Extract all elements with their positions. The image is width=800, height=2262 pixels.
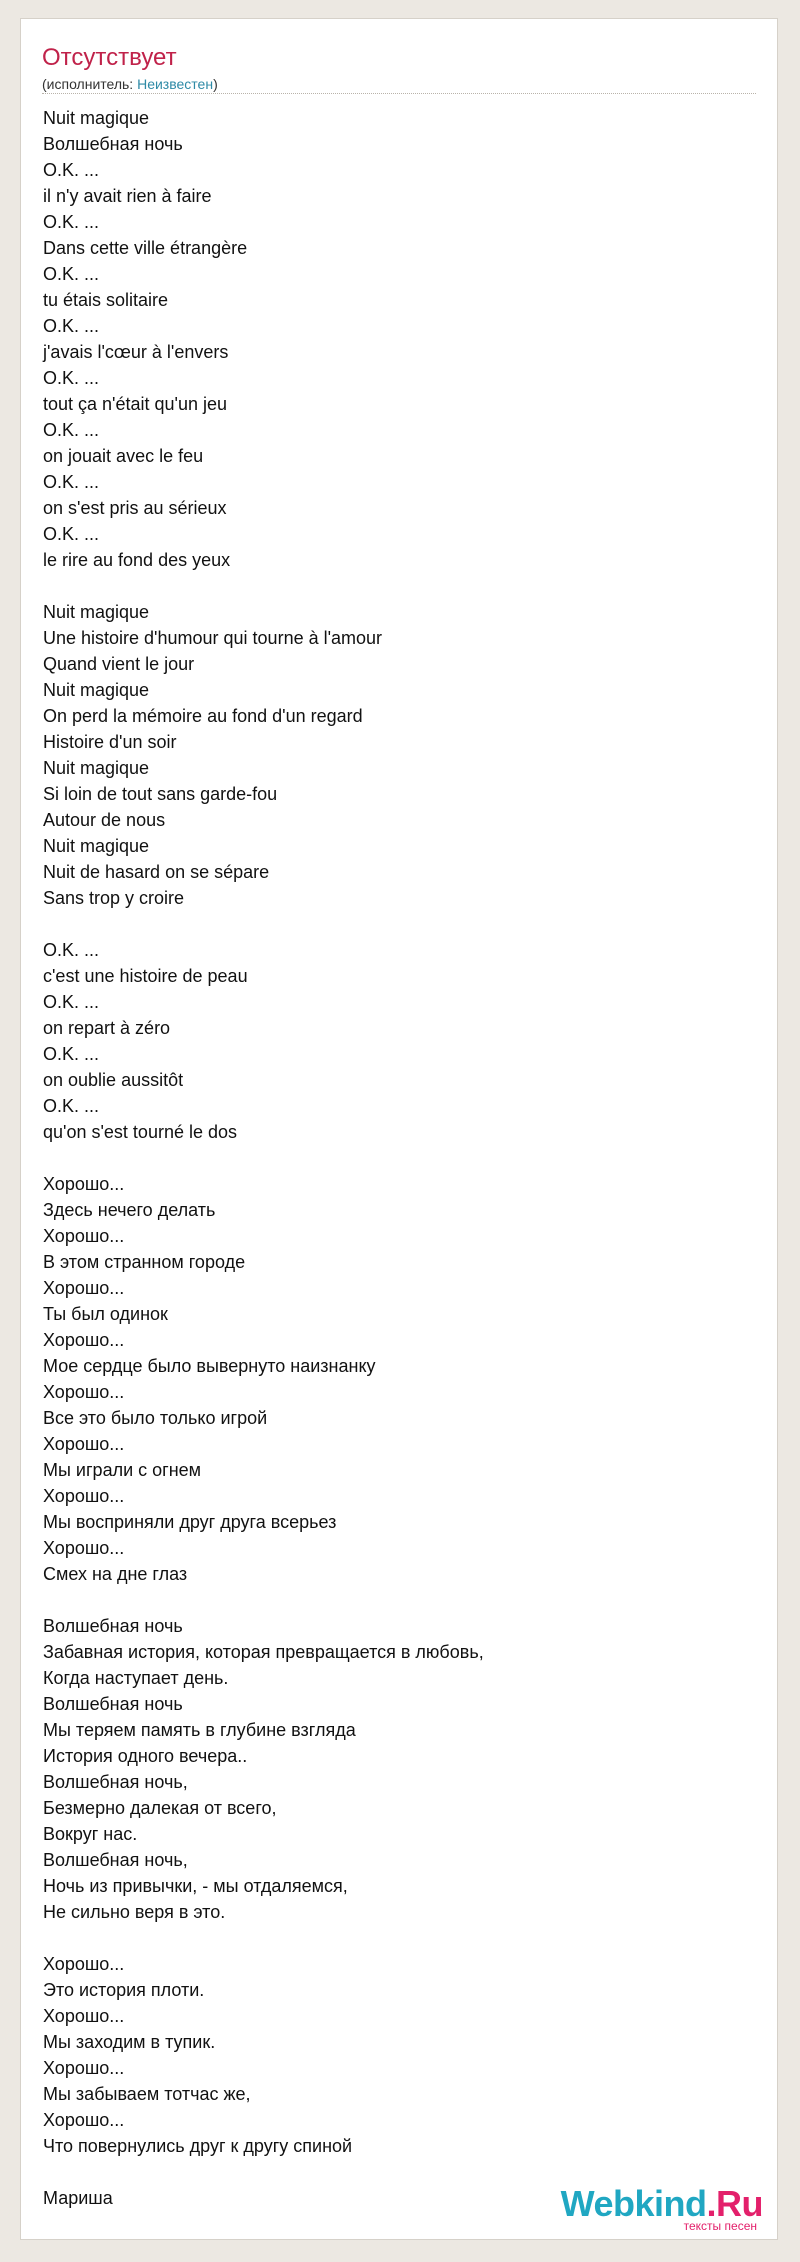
- lyric-line: В этом странном городе: [43, 1252, 246, 1272]
- lyric-line: on jouait avec le feu: [43, 446, 204, 466]
- lyric-line: Что повернулись друг к другу спиной: [43, 2136, 353, 2156]
- lyric-line: O.K. ...: [43, 472, 100, 492]
- lyric-line: Nuit magique: [43, 836, 150, 856]
- lyric-line: tout ça n'était qu'un jeu: [43, 394, 228, 414]
- lyric-line: O.K. ...: [43, 524, 100, 544]
- artist-link[interactable]: Неизвестен: [137, 76, 214, 92]
- lyric-line: Dans cette ville étrangère: [43, 238, 248, 258]
- lyric-line: Une histoire d'humour qui tourne à l'amour: [43, 628, 383, 648]
- lyric-line: Волшебная ночь: [43, 134, 183, 154]
- lyric-line: O.K. ...: [43, 160, 100, 180]
- lyric-line: O.K. ...: [43, 940, 100, 960]
- lyric-line: Мариша: [43, 2188, 113, 2208]
- lyric-line: O.K. ...: [43, 1096, 100, 1116]
- lyric-line: O.K. ...: [43, 212, 100, 232]
- lyric-line: [43, 1587, 763, 1613]
- lyric-line: on oublie aussitôt: [43, 1070, 184, 1090]
- lyric-line: Здесь нечего делать: [43, 1200, 216, 1220]
- lyric-line: Смех на дне глаз: [43, 1564, 188, 1584]
- lyric-line: j'avais l'cœur à l'envers: [43, 342, 229, 362]
- lyric-line: O.K. ...: [43, 992, 100, 1012]
- byline-suffix: ): [213, 76, 218, 92]
- lyric-line: O.K. ...: [43, 264, 100, 284]
- logo-name: Webkind: [560, 2183, 707, 2224]
- lyric-line: Это история плоти.: [43, 1980, 205, 2000]
- lyric-line: Nuit magique: [43, 602, 150, 622]
- lyric-line: Nuit magique: [43, 108, 150, 128]
- lyric-line: Ночь из привычки, - мы отдаляемся,: [43, 1876, 348, 1896]
- lyric-line: qu'on s'est tourné le dos: [43, 1122, 238, 1142]
- lyrics-card: [20, 18, 778, 2240]
- lyric-line: Мы играли с огнем: [43, 1460, 202, 1480]
- lyric-line: Autour de nous: [43, 810, 166, 830]
- lyric-line: Quand vient le jour: [43, 654, 195, 674]
- lyric-line: On perd la mémoire au fond d'un regard: [43, 706, 363, 726]
- lyric-line: O.K. ...: [43, 316, 100, 336]
- lyric-line: Мое сердце было вывернуто наизнанку: [43, 1356, 376, 1376]
- song-title: Отсутствует: [42, 44, 177, 71]
- lyric-line: Хорошо...: [43, 2006, 125, 2026]
- lyric-line: O.K. ...: [43, 368, 100, 388]
- lyric-line: Вокруг нас.: [43, 1824, 138, 1844]
- lyric-line: [43, 2159, 763, 2185]
- lyric-line: Si loin de tout sans garde-fou: [43, 784, 278, 804]
- lyric-line: Волшебная ночь,: [43, 1772, 188, 1792]
- lyric-line: Волшебная ночь: [43, 1616, 183, 1636]
- lyric-line: Волшебная ночь,: [43, 1850, 188, 1870]
- lyric-line: Мы теряем память в глубине взгляда: [43, 1720, 356, 1740]
- lyric-line: Волшебная ночь: [43, 1694, 183, 1714]
- lyric-line: [43, 911, 763, 937]
- lyric-line: Хорошо...: [43, 1954, 125, 1974]
- lyric-line: Хорошо...: [43, 1330, 125, 1350]
- lyric-line: Не сильно веря в это.: [43, 1902, 226, 1922]
- lyric-line: Мы забываем тотчас же,: [43, 2084, 251, 2104]
- lyric-line: Хорошо...: [43, 1278, 125, 1298]
- lyric-line: Хорошо...: [43, 1538, 125, 1558]
- lyric-line: [43, 573, 763, 599]
- lyric-line: on repart à zéro: [43, 1018, 171, 1038]
- lyric-line: Когда наступает день.: [43, 1668, 229, 1688]
- lyric-line: Хорошо...: [43, 1226, 125, 1246]
- lyric-line: c'est une histoire de peau: [43, 966, 248, 986]
- lyric-line: История одного вечера..: [43, 1746, 248, 1766]
- logo-tagline: тексты песен: [683, 2219, 757, 2233]
- lyric-line: Хорошо...: [43, 1382, 125, 1402]
- site-logo[interactable]: [561, 2185, 763, 2233]
- lyric-line: [43, 1145, 763, 1171]
- lyric-line: Мы восприняли друг друга всерьез: [43, 1512, 337, 1532]
- lyric-line: Nuit magique: [43, 680, 150, 700]
- lyric-line: Хорошо...: [43, 1174, 125, 1194]
- lyric-line: tu étais solitaire: [43, 290, 169, 310]
- lyric-line: Histoire d'un soir: [43, 732, 177, 752]
- lyric-line: Sans trop y croire: [43, 888, 185, 908]
- lyric-line: Хорошо...: [43, 2058, 125, 2078]
- lyric-line: on s'est pris au sérieux: [43, 498, 227, 518]
- lyric-line: Безмерно далекая от всего,: [43, 1798, 277, 1818]
- lyrics-body: [43, 105, 763, 2211]
- lyric-line: Хорошо...: [43, 2110, 125, 2130]
- lyric-line: le rire au fond des yeux: [43, 550, 231, 570]
- lyric-line: O.K. ...: [43, 1044, 100, 1064]
- lyric-line: Хорошо...: [43, 1486, 125, 1506]
- header-divider: [42, 93, 756, 94]
- lyric-line: O.K. ...: [43, 420, 100, 440]
- lyric-line: il n'y avait rien à faire: [43, 186, 212, 206]
- lyric-line: Забавная история, которая превращается в любовь,: [43, 1642, 484, 1662]
- lyric-line: Все это было только игрой: [43, 1408, 268, 1428]
- logo-wordmark: [561, 2185, 763, 2223]
- lyric-line: Nuit de hasard on se sépare: [43, 862, 270, 882]
- logo-tld: .Ru: [706, 2183, 763, 2224]
- lyric-line: Хорошо...: [43, 1434, 125, 1454]
- lyric-line: Мы заходим в тупик.: [43, 2032, 216, 2052]
- byline: [42, 75, 218, 93]
- lyric-line: Nuit magique: [43, 758, 150, 778]
- byline-prefix: (исполнитель:: [42, 76, 138, 92]
- lyric-line: Ты был одинок: [43, 1304, 168, 1324]
- lyric-line: [43, 1925, 763, 1951]
